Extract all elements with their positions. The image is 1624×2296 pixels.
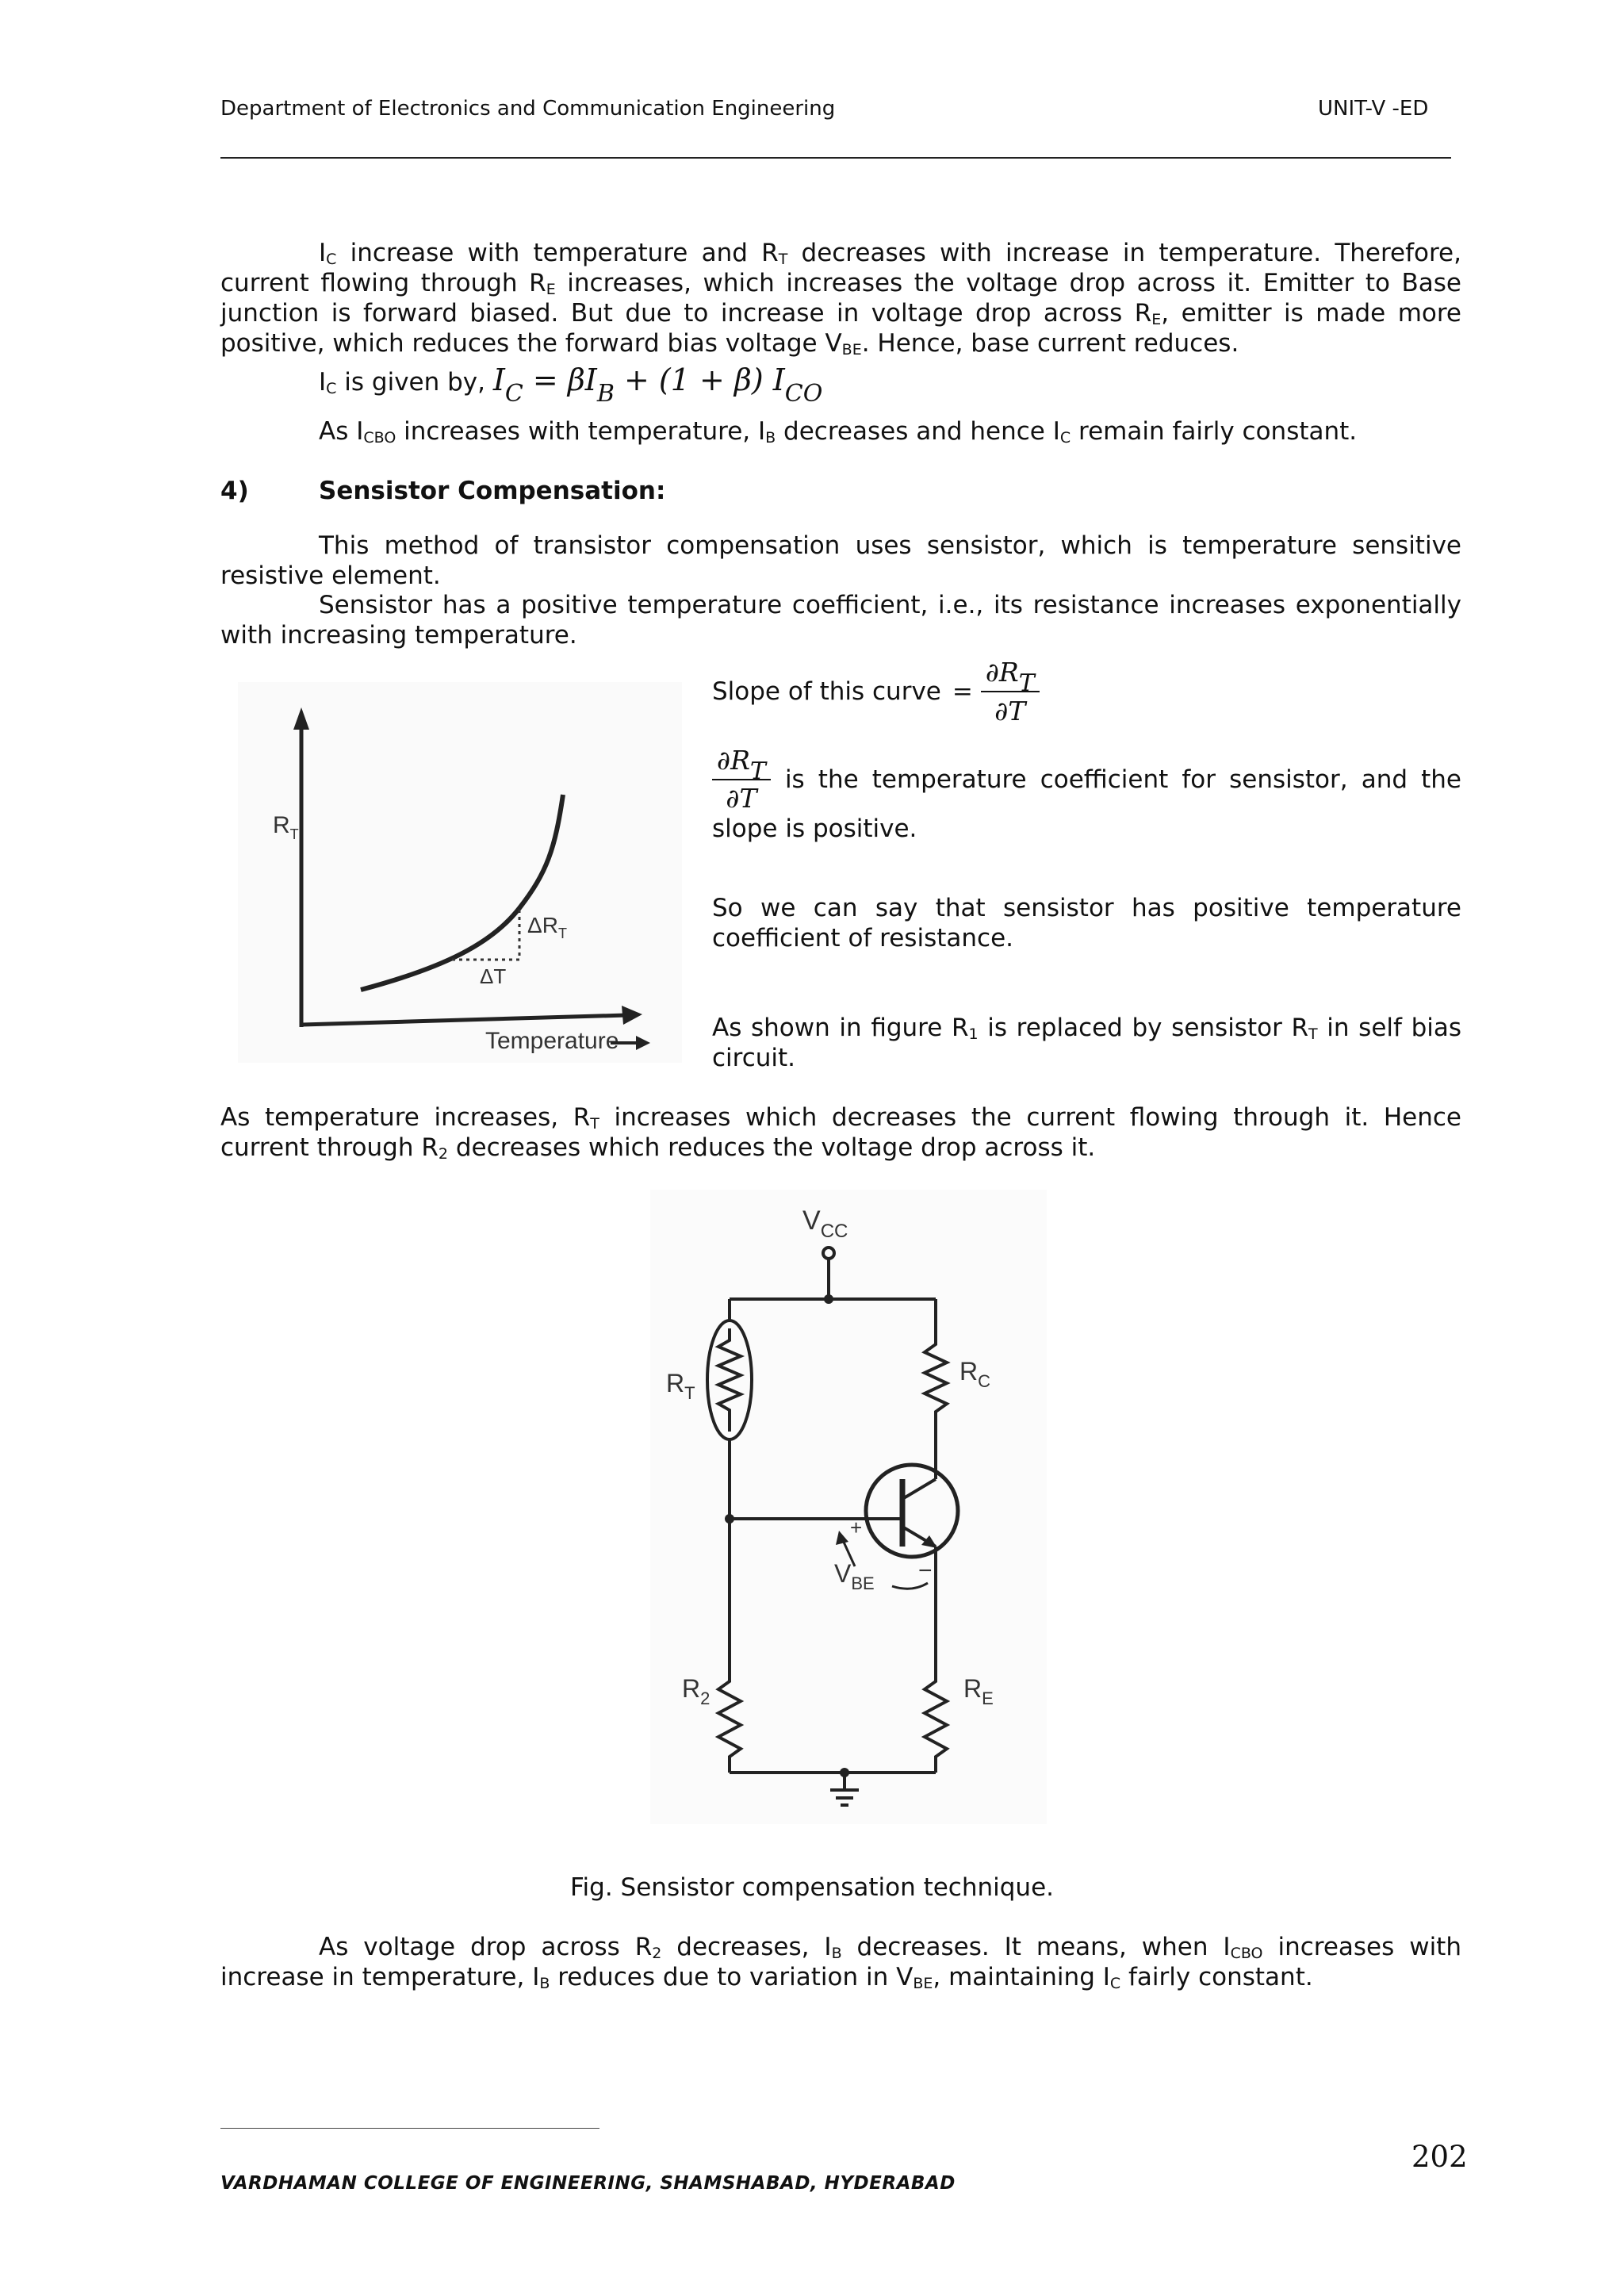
tc-fraction: $\frac{\partial R_T}{\partial T}$ — [712, 746, 771, 814]
circuit-background — [650, 1190, 1047, 1824]
rt-label: $R_T$ — [666, 1369, 695, 1403]
vcc-label: $V_{CC}$ — [802, 1205, 848, 1242]
graph-background — [238, 682, 682, 1063]
footer-rule — [220, 2128, 599, 2129]
paragraph-conclusion: As voltage drop across $R_2$ decreases, $I_B$ decreases. It means, when $I_{CBO}$ increases with increase in temperature, $I_B$ reduces due to variation in $V_{BE}$, maintaining $I_C$ fairly constant. — [220, 1933, 1461, 1992]
paragraph-sensistor-method: This method of transistor compensation uses sensistor, which is temperature sensitive resistive element. — [220, 531, 1461, 590]
header-rule — [220, 157, 1451, 159]
header-unit: UNIT-V -ED — [1318, 97, 1429, 121]
vbe-plus: + — [850, 1516, 863, 1539]
vbe-minus: − — [918, 1558, 933, 1584]
graph-y-label: $R_T$ — [273, 812, 299, 842]
positive-tc-paragraph: So we can say that sensistor has positive temperature coefficient of resistance. — [712, 894, 1461, 953]
section-number: 4) — [220, 477, 249, 505]
replaced-paragraph: As shown in figure $R_1$ is replaced by sensistor $R_T$ in self bias circuit. — [712, 1014, 1462, 1072]
graph-x-label: Temperature — [485, 1028, 619, 1054]
icbo-line: As $I_{CBO}$ increases with temperature, $I_B$ decreases and hence $I_C$ remain fairly constant. — [319, 417, 1358, 447]
section-title: Sensistor Compensation: — [319, 477, 666, 505]
paragraph-temperature-increase: As temperature increases, $R_T$ increases which decreases the current flowing through it. Hence current through $R_2$ decreases which reduces the voltage drop across it. — [220, 1103, 1461, 1163]
sensistor-circuit — [650, 1190, 1047, 1824]
r2-label: $R_2$ — [682, 1674, 710, 1708]
ic-equation-line: $I_C$ is given by, $I_C = \beta I_B + (1 + \beta)$ $I_{CO}$ — [319, 362, 823, 408]
tc-description: $\frac{\partial R_T}{\partial T}$ is the temperature coefficient for sensistor, and the slope is positive. — [712, 745, 1461, 843]
ic-equation: $I_C = \beta I_B + (1 + \beta)$ $I_{CO}$ — [492, 362, 823, 408]
footer-college: VARDHAMAN COLLEGE OF ENGINEERING, SHAMSHABAD, HYDERABAD — [220, 2173, 956, 2194]
rc-label: $R_C$ — [959, 1357, 990, 1391]
vbe-label: $V_{BE}$ — [834, 1559, 875, 1593]
figure-caption: Fig. Sensistor compensation technique. — [569, 1873, 1055, 1902]
paragraph-sensistor-ptc: Sensistor has a positive temperature coefficient, i.e., its resistance increases exponentially with increasing temperature. — [220, 591, 1461, 650]
slope-fraction: $\frac{\partial R_T}{\partial T}$ — [981, 657, 1040, 726]
slope-line: Slope of this curve = $\frac{\partial R_T}{\partial T}$ — [712, 657, 1040, 726]
page-number: 202 — [1411, 2140, 1468, 2174]
header-department: Department of Electronics and Communication Engineering — [220, 97, 836, 121]
graph-delta-t-label: ΔT — [480, 964, 507, 988]
graph-delta-r-label: $\Delta R_T$ — [527, 913, 567, 941]
paragraph-ic-increase: $I_C$ increase with temperature and $R_T$ decreases with increase in temperature. Therefore, current flowing through $R_E$ increases, which increases the voltage drop across it. Emitter to Base junction is forward biased. But due to increase in voltage drop across $R_E$, emitter is made more positive, which reduces the forward bias voltage $V_{BE}$. Hence, base current reduces. — [220, 239, 1461, 358]
rt-temperature-graph — [238, 682, 682, 1063]
section-heading — [220, 476, 1461, 506]
re-label: $R_E$ — [963, 1674, 994, 1708]
